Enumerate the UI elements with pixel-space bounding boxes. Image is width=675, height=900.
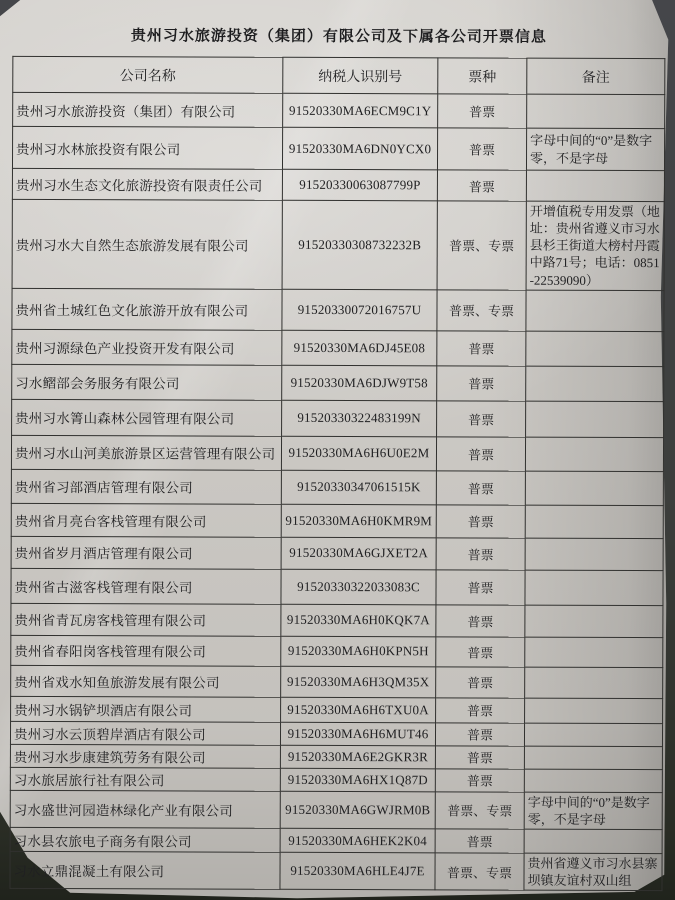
cell-tax-id: 91520330MA6GWJRM0B (280, 791, 435, 829)
table-row (11, 665, 663, 698)
cell-remark (527, 94, 665, 128)
table-row (12, 126, 664, 170)
cell-ticket-type: 普票、专票 (435, 792, 524, 830)
cell-tax-id: 91520330MA6DJW9T58 (282, 365, 437, 401)
table-row (10, 744, 662, 769)
cell-remark (525, 698, 663, 723)
cell-tax-id: 91520330MA6H0KPN5H (281, 636, 436, 667)
cell-ticket-type: 普票、专票 (435, 853, 524, 891)
table-row (11, 536, 663, 570)
cell-company: 习水盛世河园造林绿化产业有限公司 (10, 790, 280, 828)
cell-remark: 开增值税专用发票（地址：贵州省遵义市习水县杉王街道大榜村丹霞中路71号；电话：0851-22539090） (526, 201, 664, 290)
cell-company: 贵州省戏水知鱼旅游发展有限公司 (11, 665, 281, 697)
table-row (12, 288, 664, 331)
table-row (11, 503, 663, 538)
cell-company: 贵州习水旅游投资（集团）有限公司 (13, 92, 283, 127)
table-row (12, 168, 664, 201)
cell-ticket-type: 普票、专票 (437, 290, 526, 331)
cell-company: 贵州习水锅铲坝酒店有限公司 (11, 696, 281, 722)
cell-company: 贵州习水云顶碧岸酒店有限公司 (10, 721, 280, 745)
cell-company: 贵州省春阳岗客栈管理有限公司 (11, 635, 281, 666)
cell-remark (525, 637, 663, 667)
cell-ticket-type: 普票 (438, 94, 527, 128)
cell-ticket-type: 普票 (435, 723, 524, 746)
cell-ticket-type: 普票 (435, 829, 524, 853)
table-header-row (13, 56, 665, 94)
table-row (10, 767, 662, 792)
cell-company: 习水立鼎混凝土有限公司 (10, 851, 280, 889)
table-row (13, 92, 665, 128)
cell-remark (525, 471, 663, 505)
table-row (12, 329, 664, 366)
cell-remark (525, 570, 663, 605)
table-row (11, 603, 663, 637)
cell-company: 贵州习水箐山森林公园管理有限公司 (12, 399, 282, 436)
cell-tax-id: 91520330MA6E2GKR3R (280, 745, 435, 769)
table-row (11, 435, 663, 471)
cell-company: 贵州习源绿色产业投资开发有限公司 (12, 329, 282, 365)
cell-remark (525, 667, 663, 698)
table-row (12, 364, 664, 401)
cell-ticket-type: 普票 (437, 401, 526, 437)
cell-tax-id: 91520330MA6H0KMR9M (281, 504, 436, 538)
table-row (10, 827, 662, 853)
cell-remark (526, 366, 664, 401)
cell-company: 贵州省习部酒店管理有限公司 (11, 469, 281, 504)
cell-ticket-type: 普票 (437, 128, 526, 170)
table-row (12, 399, 664, 437)
table-row (10, 851, 662, 891)
cell-ticket-type: 普票 (436, 698, 525, 723)
cell-remark (525, 505, 663, 538)
cell-remark (526, 290, 664, 331)
cell-remark: 字母中间的“0”是数字零，不是字母 (524, 792, 662, 830)
cell-remark (524, 829, 662, 853)
cell-ticket-type: 普票 (436, 538, 525, 570)
cell-tax-id: 91520330MA6HEK2K04 (280, 828, 435, 853)
cell-remark (524, 746, 662, 769)
table-row (12, 199, 664, 290)
cell-ticket-type: 普票 (437, 366, 526, 401)
cell-remark (525, 437, 663, 471)
cell-company: 贵州省古滋客栈管理有限公司 (11, 568, 281, 604)
header-company: 公司名称 (13, 56, 283, 93)
cell-tax-id: 91520330MA6H6U0E2M (281, 436, 436, 471)
cell-tax-id: 91520330MA6ECM9C1Y (283, 93, 438, 128)
invoice-table (9, 56, 665, 892)
cell-remark (524, 769, 662, 792)
cell-company: 贵州习水生态文化旅游投资有限责任公司 (12, 168, 282, 200)
cell-remark: 贵州省遵义市习水县寨坝镇友谊村双山组 (524, 853, 662, 891)
cell-tax-id: 91520330MA6H6MUT46 (280, 722, 435, 746)
cell-company: 贵州习水山河美旅游景区运营管理有限公司 (11, 435, 281, 470)
cell-ticket-type: 普票 (437, 170, 526, 201)
cell-ticket-type: 普票、专票 (437, 201, 526, 290)
cell-company: 习水鳛部会务服务有限公司 (12, 364, 282, 400)
cell-company: 习水旅居旅行社有限公司 (10, 767, 280, 791)
cell-ticket-type: 普票 (435, 746, 524, 769)
cell-ticket-type: 普票 (436, 667, 525, 698)
cell-ticket-type: 普票 (436, 471, 525, 505)
cell-company: 习水县农旅电子商务有限公司 (10, 827, 280, 852)
table-row (10, 790, 662, 830)
page-title: 贵州习水旅游投资（集团）有限公司及下属各公司开票信息 (130, 28, 547, 46)
header-remark: 备注 (527, 58, 665, 94)
cell-remark (526, 170, 664, 201)
table-body (10, 92, 665, 891)
cell-remark (525, 605, 663, 637)
cell-remark: 字母中间的“0”是数字零，不是字母 (526, 128, 664, 170)
header-tax-id: 纳税人识别号 (283, 57, 438, 94)
cell-company: 贵州省土城红色文化旅游开放有限公司 (12, 288, 282, 330)
cell-tax-id: 91520330MA6H0KQK7A (281, 604, 436, 637)
cell-tax-id: 91520330322483199N (282, 400, 437, 437)
cell-remark (526, 331, 664, 366)
cell-company: 贵州省青瓦房客栈管理有限公司 (11, 603, 281, 636)
cell-tax-id: 91520330MA6HLE4J7E (280, 852, 435, 890)
cell-tax-id: 91520330MA6HX1Q87D (280, 768, 435, 792)
cell-company: 贵州省月亮台客栈管理有限公司 (11, 503, 281, 537)
cell-company: 贵州习水林旅投资有限公司 (12, 126, 282, 169)
cell-remark (525, 538, 663, 570)
cell-remark (526, 401, 664, 437)
cell-ticket-type: 普票 (437, 331, 526, 366)
cell-tax-id: 91520330308732232B (282, 200, 437, 289)
table-row (11, 635, 663, 667)
cell-tax-id: 91520330MA6H6TXU0A (281, 697, 436, 723)
cell-ticket-type: 普票 (436, 605, 525, 637)
cell-ticket-type: 普票 (436, 505, 525, 538)
cell-tax-id: 91520330MA6DN0YCX0 (282, 127, 437, 170)
table-row (11, 696, 663, 723)
cell-tax-id: 91520330MA6H3QM35X (281, 666, 436, 698)
cell-tax-id: 91520330072016757U (282, 289, 437, 331)
cell-ticket-type: 普票 (436, 570, 525, 605)
cell-tax-id: 91520330MA6GJXET2A (281, 537, 436, 570)
cell-ticket-type: 普票 (436, 437, 525, 471)
cell-ticket-type: 普票 (436, 637, 525, 667)
table-row (10, 721, 662, 746)
cell-company: 贵州习水大自然生态旅游发展有限公司 (12, 199, 282, 289)
cell-company: 贵州省岁月酒店管理有限公司 (11, 536, 281, 569)
cell-company: 贵州习水步康建筑劳务有限公司 (10, 744, 280, 768)
cell-ticket-type: 普票 (435, 769, 524, 792)
cell-tax-id: 91520330322033083C (281, 569, 436, 605)
cell-tax-id: 91520330MA6DJ45E08 (282, 330, 437, 366)
header-ticket-type: 票种 (438, 58, 527, 94)
table-row (11, 568, 663, 605)
cell-tax-id: 91520330063087799P (282, 169, 437, 201)
table-row (11, 469, 663, 505)
cell-remark (524, 723, 662, 746)
cell-tax-id: 91520330347061515K (281, 470, 436, 505)
